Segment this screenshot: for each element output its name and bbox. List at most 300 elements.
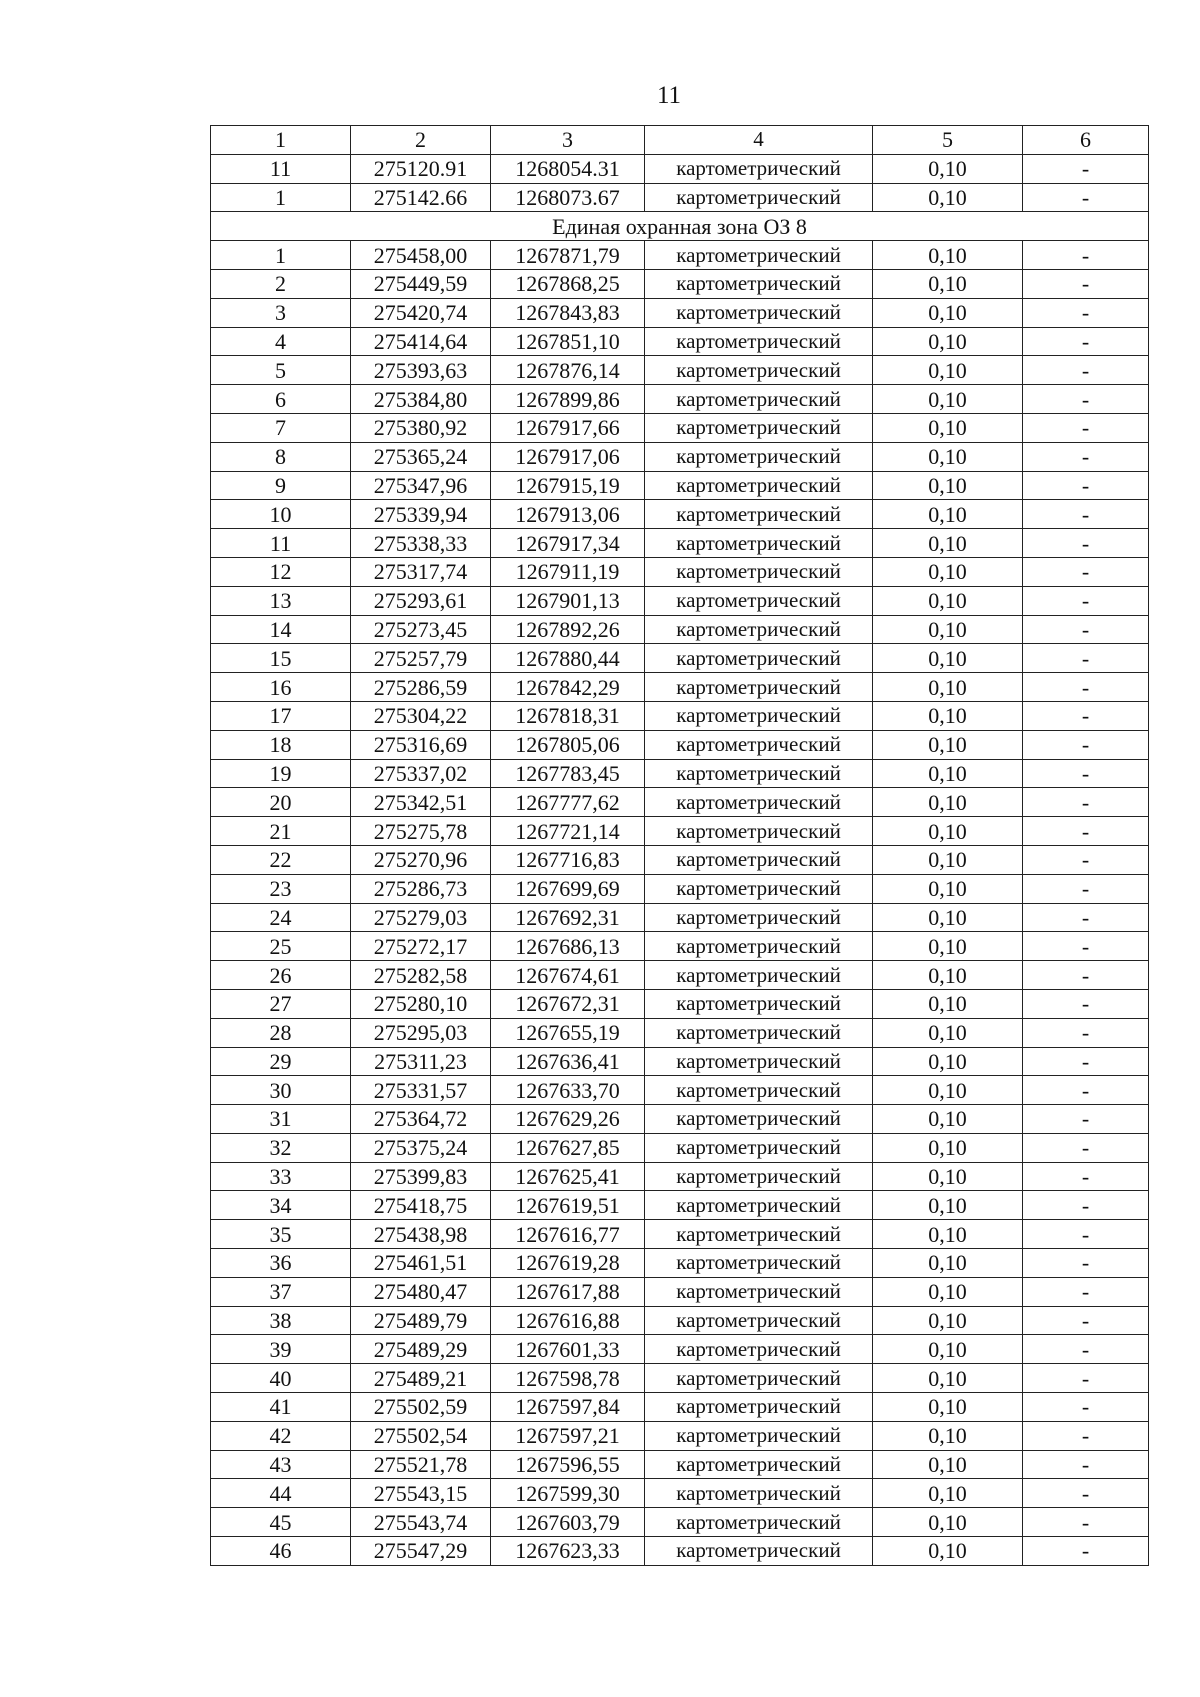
- table-row: [211, 615, 1149, 644]
- point-number-cell: 4: [211, 327, 351, 356]
- description-cell: -: [1023, 1105, 1149, 1134]
- y-coordinate-cell: 1267603,79: [491, 1508, 645, 1537]
- y-coordinate-cell: 1267672,31: [491, 989, 645, 1018]
- x-coordinate-cell: 275449,59: [351, 269, 491, 298]
- x-coordinate-cell: 275384,80: [351, 385, 491, 414]
- table-row: [211, 385, 1149, 414]
- coordinates-table: [210, 125, 1149, 1566]
- table-row: [211, 1133, 1149, 1162]
- point-number-cell: 44: [211, 1479, 351, 1508]
- point-number-cell: 34: [211, 1191, 351, 1220]
- x-coordinate-cell: 275270,96: [351, 845, 491, 874]
- x-coordinate-cell: 275339,94: [351, 500, 491, 529]
- accuracy-cell: 0,10: [873, 989, 1023, 1018]
- accuracy-cell: 0,10: [873, 701, 1023, 730]
- description-cell: -: [1023, 1249, 1149, 1278]
- point-number-cell: 41: [211, 1393, 351, 1422]
- accuracy-cell: 0,10: [873, 241, 1023, 270]
- method-cell: картометрический: [645, 1191, 873, 1220]
- point-number-cell: 39: [211, 1335, 351, 1364]
- point-number-cell: 15: [211, 644, 351, 673]
- point-number-cell: 37: [211, 1277, 351, 1306]
- point-number-cell: 6: [211, 385, 351, 414]
- x-coordinate-cell: 275286,59: [351, 673, 491, 702]
- accuracy-cell: 0,10: [873, 269, 1023, 298]
- table-row: [211, 701, 1149, 730]
- x-coordinate-cell: 275338,33: [351, 529, 491, 558]
- method-cell: картометрический: [645, 932, 873, 961]
- x-coordinate-cell: 275272,17: [351, 932, 491, 961]
- description-cell: -: [1023, 1508, 1149, 1537]
- method-cell: картометрический: [645, 154, 873, 183]
- table-row: [211, 1076, 1149, 1105]
- zone-title: Единая охранная зона ОЗ 8: [211, 212, 1149, 241]
- x-coordinate-cell: 275375,24: [351, 1133, 491, 1162]
- y-coordinate-cell: 1267851,10: [491, 327, 645, 356]
- method-cell: картометрический: [645, 586, 873, 615]
- description-cell: -: [1023, 874, 1149, 903]
- point-number-cell: 9: [211, 471, 351, 500]
- method-cell: картометрический: [645, 644, 873, 673]
- method-cell: картометрический: [645, 1421, 873, 1450]
- y-coordinate-cell: 1267805,06: [491, 730, 645, 759]
- method-cell: картометрический: [645, 845, 873, 874]
- accuracy-cell: 0,10: [873, 1047, 1023, 1076]
- accuracy-cell: 0,10: [873, 788, 1023, 817]
- x-coordinate-cell: 275365,24: [351, 442, 491, 471]
- point-number-cell: 10: [211, 500, 351, 529]
- accuracy-cell: 0,10: [873, 1364, 1023, 1393]
- y-coordinate-cell: 1267627,85: [491, 1133, 645, 1162]
- method-cell: картометрический: [645, 817, 873, 846]
- description-cell: -: [1023, 471, 1149, 500]
- point-number-cell: 20: [211, 788, 351, 817]
- table-row: [211, 298, 1149, 327]
- description-cell: -: [1023, 903, 1149, 932]
- point-number-cell: 29: [211, 1047, 351, 1076]
- x-coordinate-cell: 275120.91: [351, 154, 491, 183]
- method-cell: картометрический: [645, 1479, 873, 1508]
- y-coordinate-cell: 1267686,13: [491, 932, 645, 961]
- table-row: [211, 356, 1149, 385]
- accuracy-cell: 0,10: [873, 154, 1023, 183]
- y-coordinate-cell: 1267623,33: [491, 1537, 645, 1566]
- x-coordinate-cell: 275438,98: [351, 1220, 491, 1249]
- table-row: [211, 673, 1149, 702]
- accuracy-cell: 0,10: [873, 874, 1023, 903]
- method-cell: картометрический: [645, 1450, 873, 1479]
- description-cell: -: [1023, 1479, 1149, 1508]
- y-coordinate-cell: 1267597,21: [491, 1421, 645, 1450]
- y-coordinate-cell: 1267899,86: [491, 385, 645, 414]
- accuracy-cell: 0,10: [873, 903, 1023, 932]
- point-number-cell: 19: [211, 759, 351, 788]
- table-row: [211, 1220, 1149, 1249]
- table-row: [211, 529, 1149, 558]
- point-number-cell: 38: [211, 1306, 351, 1335]
- point-number-cell: 43: [211, 1450, 351, 1479]
- table-row: [211, 183, 1149, 212]
- accuracy-cell: 0,10: [873, 730, 1023, 759]
- table-row: [211, 1162, 1149, 1191]
- description-cell: -: [1023, 1393, 1149, 1422]
- x-coordinate-cell: 275521,78: [351, 1450, 491, 1479]
- method-cell: картометрический: [645, 874, 873, 903]
- description-cell: -: [1023, 1047, 1149, 1076]
- x-coordinate-cell: 275418,75: [351, 1191, 491, 1220]
- x-coordinate-cell: 275282,58: [351, 961, 491, 990]
- table-row: [211, 1450, 1149, 1479]
- y-coordinate-cell: 1267616,77: [491, 1220, 645, 1249]
- y-coordinate-cell: 1267599,30: [491, 1479, 645, 1508]
- method-cell: картометрический: [645, 529, 873, 558]
- description-cell: -: [1023, 1537, 1149, 1566]
- description-cell: -: [1023, 529, 1149, 558]
- point-number-cell: 1: [211, 241, 351, 270]
- table-header-row: [211, 126, 1149, 155]
- point-number-cell: 1: [211, 126, 351, 155]
- method-cell: картометрический: [645, 1018, 873, 1047]
- x-coordinate-cell: 275280,10: [351, 989, 491, 1018]
- table-row: [211, 413, 1149, 442]
- x-coordinate-cell: 275547,29: [351, 1537, 491, 1566]
- method-cell: картометрический: [645, 385, 873, 414]
- accuracy-cell: 0,10: [873, 961, 1023, 990]
- table-row: [211, 1508, 1149, 1537]
- table-row: [211, 1191, 1149, 1220]
- method-cell: картометрический: [645, 500, 873, 529]
- y-coordinate-cell: 1267876,14: [491, 356, 645, 385]
- method-cell: картометрический: [645, 1537, 873, 1566]
- description-cell: -: [1023, 241, 1149, 270]
- accuracy-cell: 0,10: [873, 615, 1023, 644]
- method-cell: картометрический: [645, 356, 873, 385]
- point-number-cell: 23: [211, 874, 351, 903]
- description-cell: -: [1023, 759, 1149, 788]
- table-row: [211, 1335, 1149, 1364]
- table-row: [211, 1047, 1149, 1076]
- table-row: [211, 817, 1149, 846]
- point-number-cell: 8: [211, 442, 351, 471]
- accuracy-cell: 0,10: [873, 1220, 1023, 1249]
- x-coordinate-cell: 275543,74: [351, 1508, 491, 1537]
- description-cell: -: [1023, 788, 1149, 817]
- method-cell: картометрический: [645, 1047, 873, 1076]
- description-cell: -: [1023, 1277, 1149, 1306]
- y-coordinate-cell: 1267818,31: [491, 701, 645, 730]
- accuracy-cell: 0,10: [873, 1306, 1023, 1335]
- y-coordinate-cell: 1267596,55: [491, 1450, 645, 1479]
- y-coordinate-cell: 1267601,33: [491, 1335, 645, 1364]
- description-cell: -: [1023, 730, 1149, 759]
- method-cell: картометрический: [645, 1335, 873, 1364]
- accuracy-cell: 0,10: [873, 1393, 1023, 1422]
- method-cell: картометрический: [645, 1076, 873, 1105]
- method-cell: картометрический: [645, 241, 873, 270]
- zone-title-row: [211, 212, 1149, 241]
- table-row: [211, 788, 1149, 817]
- y-coordinate-cell: 1267699,69: [491, 874, 645, 903]
- method-cell: картометрический: [645, 1249, 873, 1278]
- method-cell: картометрический: [645, 442, 873, 471]
- point-number-cell: 18: [211, 730, 351, 759]
- point-number-cell: 22: [211, 845, 351, 874]
- description-cell: -: [1023, 154, 1149, 183]
- description-cell: -: [1023, 644, 1149, 673]
- x-coordinate-cell: 275279,03: [351, 903, 491, 932]
- method-cell: картометрический: [645, 788, 873, 817]
- table-row: [211, 241, 1149, 270]
- y-coordinate-cell: 1267901,13: [491, 586, 645, 615]
- point-number-cell: 28: [211, 1018, 351, 1047]
- accuracy-cell: 0,10: [873, 1018, 1023, 1047]
- point-number-cell: 14: [211, 615, 351, 644]
- y-coordinate-cell: 1267629,26: [491, 1105, 645, 1134]
- y-coordinate-cell: 3: [491, 126, 645, 155]
- x-coordinate-cell: 275331,57: [351, 1076, 491, 1105]
- accuracy-cell: 0,10: [873, 327, 1023, 356]
- accuracy-cell: 0,10: [873, 644, 1023, 673]
- point-number-cell: 26: [211, 961, 351, 990]
- accuracy-cell: 0,10: [873, 471, 1023, 500]
- description-cell: -: [1023, 1191, 1149, 1220]
- table-row: [211, 1421, 1149, 1450]
- description-cell: -: [1023, 413, 1149, 442]
- accuracy-cell: 0,10: [873, 183, 1023, 212]
- point-number-cell: 5: [211, 356, 351, 385]
- table-row: [211, 1479, 1149, 1508]
- x-coordinate-cell: 275273,45: [351, 615, 491, 644]
- x-coordinate-cell: 275317,74: [351, 557, 491, 586]
- point-number-cell: 36: [211, 1249, 351, 1278]
- table-row: [211, 759, 1149, 788]
- point-number-cell: 13: [211, 586, 351, 615]
- x-coordinate-cell: 275364,72: [351, 1105, 491, 1134]
- description-cell: -: [1023, 183, 1149, 212]
- table-row: [211, 442, 1149, 471]
- table-row: [211, 961, 1149, 990]
- point-number-cell: 21: [211, 817, 351, 846]
- x-coordinate-cell: 2: [351, 126, 491, 155]
- point-number-cell: 27: [211, 989, 351, 1018]
- accuracy-cell: 0,10: [873, 1537, 1023, 1566]
- x-coordinate-cell: 275311,23: [351, 1047, 491, 1076]
- point-number-cell: 42: [211, 1421, 351, 1450]
- point-number-cell: 46: [211, 1537, 351, 1566]
- x-coordinate-cell: 275286,73: [351, 874, 491, 903]
- x-coordinate-cell: 275337,02: [351, 759, 491, 788]
- accuracy-cell: 0,10: [873, 356, 1023, 385]
- accuracy-cell: 0,10: [873, 1277, 1023, 1306]
- accuracy-cell: 0,10: [873, 845, 1023, 874]
- description-cell: -: [1023, 442, 1149, 471]
- y-coordinate-cell: 1267842,29: [491, 673, 645, 702]
- accuracy-cell: 0,10: [873, 1133, 1023, 1162]
- method-cell: картометрический: [645, 1306, 873, 1335]
- description-cell: -: [1023, 1450, 1149, 1479]
- point-number-cell: 35: [211, 1220, 351, 1249]
- x-coordinate-cell: 275275,78: [351, 817, 491, 846]
- table-row: [211, 1306, 1149, 1335]
- x-coordinate-cell: 275458,00: [351, 241, 491, 270]
- method-cell: картометрический: [645, 183, 873, 212]
- description-cell: -: [1023, 1421, 1149, 1450]
- description-cell: -: [1023, 1018, 1149, 1047]
- coordinates-table-body: [211, 126, 1149, 1566]
- y-coordinate-cell: 1267868,25: [491, 269, 645, 298]
- description-cell: -: [1023, 817, 1149, 846]
- y-coordinate-cell: 1267917,06: [491, 442, 645, 471]
- accuracy-cell: 0,10: [873, 817, 1023, 846]
- y-coordinate-cell: 1267625,41: [491, 1162, 645, 1191]
- table-row: [211, 989, 1149, 1018]
- description-cell: -: [1023, 961, 1149, 990]
- description-cell: -: [1023, 586, 1149, 615]
- description-cell: -: [1023, 1162, 1149, 1191]
- y-coordinate-cell: 1267655,19: [491, 1018, 645, 1047]
- accuracy-cell: 0,10: [873, 1450, 1023, 1479]
- x-coordinate-cell: 275489,21: [351, 1364, 491, 1393]
- accuracy-cell: 0,10: [873, 932, 1023, 961]
- y-coordinate-cell: 1267716,83: [491, 845, 645, 874]
- y-coordinate-cell: 1267598,78: [491, 1364, 645, 1393]
- page-number: 11: [656, 82, 682, 109]
- table-row: [211, 500, 1149, 529]
- y-coordinate-cell: 1267915,19: [491, 471, 645, 500]
- table-row: [211, 1018, 1149, 1047]
- y-coordinate-cell: 1267783,45: [491, 759, 645, 788]
- accuracy-cell: 0,10: [873, 500, 1023, 529]
- point-number-cell: 24: [211, 903, 351, 932]
- point-number-cell: 16: [211, 673, 351, 702]
- point-number-cell: 17: [211, 701, 351, 730]
- x-coordinate-cell: 275489,29: [351, 1335, 491, 1364]
- y-coordinate-cell: 1267917,66: [491, 413, 645, 442]
- accuracy-cell: 0,10: [873, 1249, 1023, 1278]
- point-number-cell: 32: [211, 1133, 351, 1162]
- point-number-cell: 25: [211, 932, 351, 961]
- y-coordinate-cell: 1267617,88: [491, 1277, 645, 1306]
- x-coordinate-cell: 275414,64: [351, 327, 491, 356]
- x-coordinate-cell: 275489,79: [351, 1306, 491, 1335]
- description-cell: -: [1023, 385, 1149, 414]
- accuracy-cell: 0,10: [873, 1105, 1023, 1134]
- method-cell: картометрический: [645, 1162, 873, 1191]
- point-number-cell: 2: [211, 269, 351, 298]
- description-cell: 6: [1023, 126, 1149, 155]
- method-cell: картометрический: [645, 730, 873, 759]
- method-cell: картометрический: [645, 269, 873, 298]
- x-coordinate-cell: 275393,63: [351, 356, 491, 385]
- table-row: [211, 1249, 1149, 1278]
- method-cell: картометрический: [645, 903, 873, 932]
- y-coordinate-cell: 1267616,88: [491, 1306, 645, 1335]
- description-cell: -: [1023, 1335, 1149, 1364]
- description-cell: -: [1023, 989, 1149, 1018]
- accuracy-cell: 0,10: [873, 529, 1023, 558]
- method-cell: картометрический: [645, 557, 873, 586]
- y-coordinate-cell: 1267843,83: [491, 298, 645, 327]
- accuracy-cell: 0,10: [873, 557, 1023, 586]
- method-cell: картометрический: [645, 1220, 873, 1249]
- method-cell: картометрический: [645, 1393, 873, 1422]
- accuracy-cell: 0,10: [873, 759, 1023, 788]
- method-cell: картометрический: [645, 701, 873, 730]
- accuracy-cell: 0,10: [873, 442, 1023, 471]
- description-cell: -: [1023, 1364, 1149, 1393]
- description-cell: -: [1023, 673, 1149, 702]
- description-cell: -: [1023, 327, 1149, 356]
- method-cell: картометрический: [645, 327, 873, 356]
- point-number-cell: 45: [211, 1508, 351, 1537]
- table-row: [211, 557, 1149, 586]
- x-coordinate-cell: 275342,51: [351, 788, 491, 817]
- method-cell: картометрический: [645, 413, 873, 442]
- description-cell: -: [1023, 1076, 1149, 1105]
- y-coordinate-cell: 1268073.67: [491, 183, 645, 212]
- x-coordinate-cell: 275316,69: [351, 730, 491, 759]
- method-cell: картометрический: [645, 759, 873, 788]
- y-coordinate-cell: 1267674,61: [491, 961, 645, 990]
- description-cell: -: [1023, 1306, 1149, 1335]
- method-cell: картометрический: [645, 298, 873, 327]
- y-coordinate-cell: 1267636,41: [491, 1047, 645, 1076]
- x-coordinate-cell: 275399,83: [351, 1162, 491, 1191]
- point-number-cell: 11: [211, 529, 351, 558]
- table-row: [211, 1537, 1149, 1566]
- description-cell: -: [1023, 615, 1149, 644]
- y-coordinate-cell: 1267692,31: [491, 903, 645, 932]
- description-cell: -: [1023, 932, 1149, 961]
- table-row: [211, 874, 1149, 903]
- y-coordinate-cell: 1267721,14: [491, 817, 645, 846]
- point-number-cell: 31: [211, 1105, 351, 1134]
- method-cell: картометрический: [645, 989, 873, 1018]
- accuracy-cell: 0,10: [873, 413, 1023, 442]
- table-row: [211, 903, 1149, 932]
- x-coordinate-cell: 275502,54: [351, 1421, 491, 1450]
- description-cell: -: [1023, 269, 1149, 298]
- y-coordinate-cell: 1267633,70: [491, 1076, 645, 1105]
- table-row: [211, 586, 1149, 615]
- table-row: [211, 845, 1149, 874]
- description-cell: -: [1023, 557, 1149, 586]
- x-coordinate-cell: 275304,22: [351, 701, 491, 730]
- method-cell: 4: [645, 126, 873, 155]
- y-coordinate-cell: 1267597,84: [491, 1393, 645, 1422]
- description-cell: -: [1023, 845, 1149, 874]
- method-cell: картометрический: [645, 1105, 873, 1134]
- y-coordinate-cell: 1267871,79: [491, 241, 645, 270]
- y-coordinate-cell: 1267880,44: [491, 644, 645, 673]
- description-cell: -: [1023, 1133, 1149, 1162]
- method-cell: картометрический: [645, 1364, 873, 1393]
- point-number-cell: 7: [211, 413, 351, 442]
- table-row: [211, 471, 1149, 500]
- y-coordinate-cell: 1267913,06: [491, 500, 645, 529]
- method-cell: картометрический: [645, 1133, 873, 1162]
- x-coordinate-cell: 275293,61: [351, 586, 491, 615]
- x-coordinate-cell: 275347,96: [351, 471, 491, 500]
- accuracy-cell: 0,10: [873, 1191, 1023, 1220]
- x-coordinate-cell: 275142.66: [351, 183, 491, 212]
- point-number-cell: 12: [211, 557, 351, 586]
- x-coordinate-cell: 275380,92: [351, 413, 491, 442]
- x-coordinate-cell: 275502,59: [351, 1393, 491, 1422]
- table-row: [211, 932, 1149, 961]
- description-cell: -: [1023, 500, 1149, 529]
- point-number-cell: 1: [211, 183, 351, 212]
